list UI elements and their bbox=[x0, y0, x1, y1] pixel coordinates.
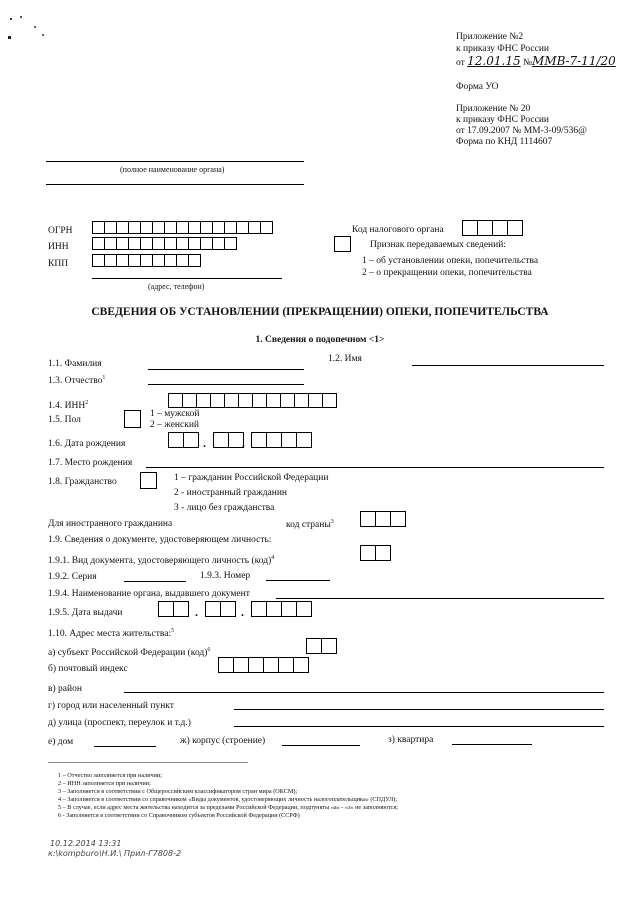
birth-place-line[interactable] bbox=[146, 467, 604, 468]
number-prefix: № bbox=[522, 58, 533, 68]
region-code-sup: 6 bbox=[207, 647, 211, 653]
digit-cell[interactable] bbox=[281, 432, 297, 448]
digit-cell[interactable] bbox=[278, 657, 294, 673]
digit-cell[interactable] bbox=[296, 601, 312, 617]
person-inn-text: 1.4. ИНН bbox=[48, 401, 86, 412]
doc-number-line[interactable] bbox=[266, 580, 330, 581]
region-code-label bbox=[48, 645, 210, 659]
postal-code-label: б) почтовый индекс bbox=[48, 664, 128, 674]
citizenship-option-2: 2 - иностранный гражданин bbox=[174, 488, 288, 498]
digit-cell[interactable] bbox=[196, 393, 211, 408]
country-code-text: код страны bbox=[286, 520, 331, 531]
issuer-label: 1.9.4. Наименование органа, выдавшего документ bbox=[48, 589, 250, 599]
digit-cell[interactable] bbox=[168, 393, 183, 408]
digit-cell[interactable] bbox=[507, 220, 523, 236]
citizenship-label: 1.8. Гражданство bbox=[48, 477, 117, 487]
digit-cell[interactable] bbox=[213, 432, 229, 448]
birth-date-dot-1: . bbox=[203, 436, 206, 450]
org-name-line-2[interactable] bbox=[46, 184, 304, 185]
residence-address-text: 1.10. Адрес места жительства: bbox=[48, 629, 172, 640]
district-label: в) район bbox=[48, 684, 82, 694]
order-date: 12.01.15 bbox=[467, 54, 521, 68]
sex-label: 1.5. Пол bbox=[48, 415, 81, 425]
surname-line[interactable] bbox=[148, 369, 304, 370]
sign-option-1: 1 – об установлении опеки, попечительства bbox=[362, 256, 539, 266]
org-name-caption: (полное наименование органа) bbox=[120, 165, 225, 174]
district-line[interactable] bbox=[124, 692, 604, 693]
ogrn-label: ОГРН bbox=[48, 226, 73, 236]
footnote-4: 4 – Заполняется в соответствии со справочником «Виды документов, удостоверяющих личность налогоплательщика» (СПДУЛ); bbox=[58, 796, 397, 803]
issue-day-cells[interactable] bbox=[158, 601, 188, 617]
postal-code-cells[interactable] bbox=[218, 657, 308, 673]
ogrn-cells[interactable] bbox=[92, 221, 272, 234]
digit-cell[interactable] bbox=[182, 393, 197, 408]
house-line[interactable] bbox=[94, 746, 156, 747]
person-inn-label bbox=[48, 398, 88, 412]
order-line: к приказу ФНС России bbox=[456, 44, 549, 54]
doc-type-text: 1.9.1. Вид документа, удостоверяющего личность (код) bbox=[48, 556, 272, 567]
sex-option-1: 1 – мужской bbox=[150, 409, 200, 419]
digit-cell[interactable] bbox=[492, 220, 508, 236]
order-number: ММВ-7-11/20 bbox=[532, 54, 616, 68]
tax-code-label: Код налогового органа bbox=[352, 225, 444, 235]
country-code-sup: 3 bbox=[330, 519, 334, 525]
birth-month-cells[interactable] bbox=[213, 432, 243, 448]
digit-cell[interactable] bbox=[294, 393, 309, 408]
digit-cell[interactable] bbox=[248, 657, 264, 673]
name-line[interactable] bbox=[412, 365, 604, 366]
city-label: г) город или населенный пункт bbox=[48, 701, 174, 711]
issue-month-cells[interactable] bbox=[205, 601, 235, 617]
doc-number-label: 1.9.3. Номер bbox=[200, 571, 251, 581]
digit-cell[interactable] bbox=[173, 601, 189, 617]
digit-cell[interactable] bbox=[308, 393, 323, 408]
patronymic-sup: 1 bbox=[102, 375, 106, 381]
digit-cell[interactable] bbox=[375, 545, 391, 561]
digit-cell[interactable] bbox=[280, 393, 295, 408]
print-stamp-path: к:\kompburo\Н.И.\ Прил-Г7808-2 bbox=[48, 849, 182, 858]
footnote-6: 6 - Заполняется в соответствии со Справочником субъектов Российской Федерации (ССРФ) bbox=[58, 812, 300, 819]
person-inn-sup: 2 bbox=[85, 400, 89, 406]
digit-cell[interactable] bbox=[375, 511, 391, 527]
digit-cell[interactable] bbox=[462, 220, 478, 236]
issue-year-cells[interactable] bbox=[251, 601, 311, 617]
residence-address-sup: 5 bbox=[171, 628, 175, 634]
patronymic-line[interactable] bbox=[148, 384, 304, 385]
house-label: е) дом bbox=[48, 737, 74, 747]
apartment-label: з) квартира bbox=[388, 735, 434, 745]
digit-cell[interactable] bbox=[218, 657, 234, 673]
country-code-cells[interactable] bbox=[360, 511, 405, 527]
foreign-citizen-label: Для иностранного гражданина bbox=[48, 519, 173, 529]
issuer-line[interactable] bbox=[276, 598, 604, 599]
birth-day-cells[interactable] bbox=[168, 432, 198, 448]
patronymic-label bbox=[48, 373, 105, 387]
issue-date-dot-1: . bbox=[195, 605, 198, 619]
sex-option-2: 2 – женский bbox=[150, 420, 199, 430]
digit-cell[interactable] bbox=[263, 657, 279, 673]
org-name-line[interactable] bbox=[46, 161, 304, 162]
birth-date-dot-2: . bbox=[242, 436, 245, 450]
document-title: СВЕДЕНИЯ ОБ УСТАНОВЛЕНИИ (ПРЕКРАЩЕНИИ) ОПЕКИ, ПОПЕЧИТЕЛЬСТВА bbox=[91, 306, 549, 318]
doc-type-sup: 4 bbox=[271, 555, 275, 561]
country-code-label bbox=[286, 517, 334, 531]
digit-cell[interactable] bbox=[266, 393, 281, 408]
name-label: 1.2. Имя bbox=[328, 354, 362, 364]
citizenship-box[interactable] bbox=[140, 472, 157, 489]
digit-cell[interactable] bbox=[210, 393, 225, 408]
digit-cell[interactable] bbox=[220, 601, 236, 617]
digit-cell[interactable] bbox=[266, 601, 282, 617]
footnote-5: 5 – В случае, если адрес места жительства находится за пределами Российской Федерации, подпункты «а» - «з» не заполняются; bbox=[58, 804, 398, 811]
from-prefix: от bbox=[456, 58, 465, 68]
inn-cells[interactable] bbox=[92, 237, 236, 250]
digit-cell[interactable] bbox=[158, 601, 174, 617]
digit-cell[interactable] bbox=[306, 638, 322, 654]
digit-cell[interactable] bbox=[238, 393, 253, 408]
section-1-title: 1. Сведения о подопечном <1> bbox=[255, 335, 385, 345]
digit-cell[interactable] bbox=[224, 237, 237, 250]
digit-cell[interactable] bbox=[477, 220, 493, 236]
footnote-2: 2 – ИНН заполняется при наличии; bbox=[58, 780, 151, 787]
building-label: ж) корпус (строение) bbox=[180, 736, 266, 746]
surname-label: 1.1. Фамилия bbox=[48, 359, 102, 369]
doc-type-label bbox=[48, 553, 274, 567]
digit-cell[interactable] bbox=[293, 657, 309, 673]
address-caption: (адрес, телефон) bbox=[148, 282, 205, 291]
birth-date-label: 1.6. Дата рождения bbox=[48, 439, 126, 449]
inn-label: ИНН bbox=[48, 242, 69, 252]
order-line-2: к приказу ФНС России bbox=[456, 115, 549, 125]
building-line[interactable] bbox=[282, 745, 360, 746]
digit-cell[interactable] bbox=[205, 601, 221, 617]
order-date-line bbox=[456, 56, 616, 69]
apartment-line[interactable] bbox=[452, 744, 532, 745]
appendix-2: Приложение №2 bbox=[456, 32, 524, 42]
id-document-label: 1.9. Сведения о документе, удостоверяющем личность: bbox=[48, 535, 272, 545]
knd-code: Форма по КНД 1114607 bbox=[456, 137, 553, 147]
digit-cell[interactable] bbox=[183, 432, 199, 448]
sex-box[interactable] bbox=[124, 410, 141, 428]
sign-box[interactable] bbox=[334, 236, 351, 252]
sign-option-2: 2 – о прекращении опеки, попечительства bbox=[362, 268, 532, 278]
digit-cell[interactable] bbox=[188, 254, 201, 267]
digit-cell[interactable] bbox=[168, 432, 184, 448]
address-line[interactable] bbox=[92, 278, 282, 279]
street-label: д) улица (проспект, переулок и т.д.) bbox=[48, 718, 191, 728]
digit-cell[interactable] bbox=[224, 393, 239, 408]
digit-cell[interactable] bbox=[321, 638, 337, 654]
issue-date-dot-2: . bbox=[241, 605, 244, 619]
digit-cell[interactable] bbox=[251, 601, 267, 617]
sign-label: Признак передаваемых сведений: bbox=[370, 240, 506, 250]
residence-address-label bbox=[48, 626, 174, 640]
digit-cell[interactable] bbox=[360, 511, 376, 527]
footnote-3: 3 – Заполняется в соответствии с Общероссийским классификатором стран мира (ОКСМ); bbox=[58, 788, 298, 795]
birth-place-label: 1.7. Место рождения bbox=[48, 458, 133, 468]
street-line[interactable] bbox=[234, 726, 604, 727]
digit-cell[interactable] bbox=[296, 432, 312, 448]
digit-cell[interactable] bbox=[252, 393, 267, 408]
footnote-separator bbox=[48, 762, 248, 763]
doc-type-cells[interactable] bbox=[360, 545, 390, 561]
digit-cell[interactable] bbox=[260, 221, 273, 234]
tax-code-cells[interactable] bbox=[462, 220, 522, 236]
digit-cell[interactable] bbox=[390, 511, 406, 527]
digit-cell[interactable] bbox=[233, 657, 249, 673]
form-name: Форма УО bbox=[456, 82, 499, 92]
scan-artifact bbox=[6, 14, 46, 44]
kpp-label: КПП bbox=[48, 259, 69, 269]
digit-cell[interactable] bbox=[281, 601, 297, 617]
order-date-2: от 17.09.2007 № ММ-3-09/536@ bbox=[456, 126, 587, 136]
doc-series-line[interactable] bbox=[124, 581, 186, 582]
issue-date-label: 1.9.5. Дата выдачи bbox=[48, 608, 123, 618]
print-stamp-date: 10.12.2014 13:31 bbox=[50, 839, 122, 848]
patronymic-text: 1.3. Отчество bbox=[48, 376, 103, 387]
digit-cell[interactable] bbox=[322, 393, 337, 408]
doc-series-label: 1.9.2. Серия bbox=[48, 572, 97, 582]
person-inn-cells[interactable] bbox=[168, 393, 336, 408]
appendix-20: Приложение № 20 bbox=[456, 104, 531, 114]
kpp-cells[interactable] bbox=[92, 254, 200, 267]
region-code-cells[interactable] bbox=[306, 638, 336, 654]
citizenship-option-1: 1 – гражданин Российской Федерации bbox=[174, 473, 329, 483]
digit-cell[interactable] bbox=[266, 432, 282, 448]
digit-cell[interactable] bbox=[251, 432, 267, 448]
citizenship-option-3: 3 - лицо без гражданства bbox=[174, 503, 275, 513]
footnote-1: 1 – Отчество заполняется при наличии; bbox=[58, 772, 163, 779]
digit-cell[interactable] bbox=[360, 545, 376, 561]
city-line[interactable] bbox=[234, 709, 604, 710]
region-code-text: а) субъект Российской Федерации (код) bbox=[48, 648, 208, 659]
birth-year-cells[interactable] bbox=[251, 432, 311, 448]
